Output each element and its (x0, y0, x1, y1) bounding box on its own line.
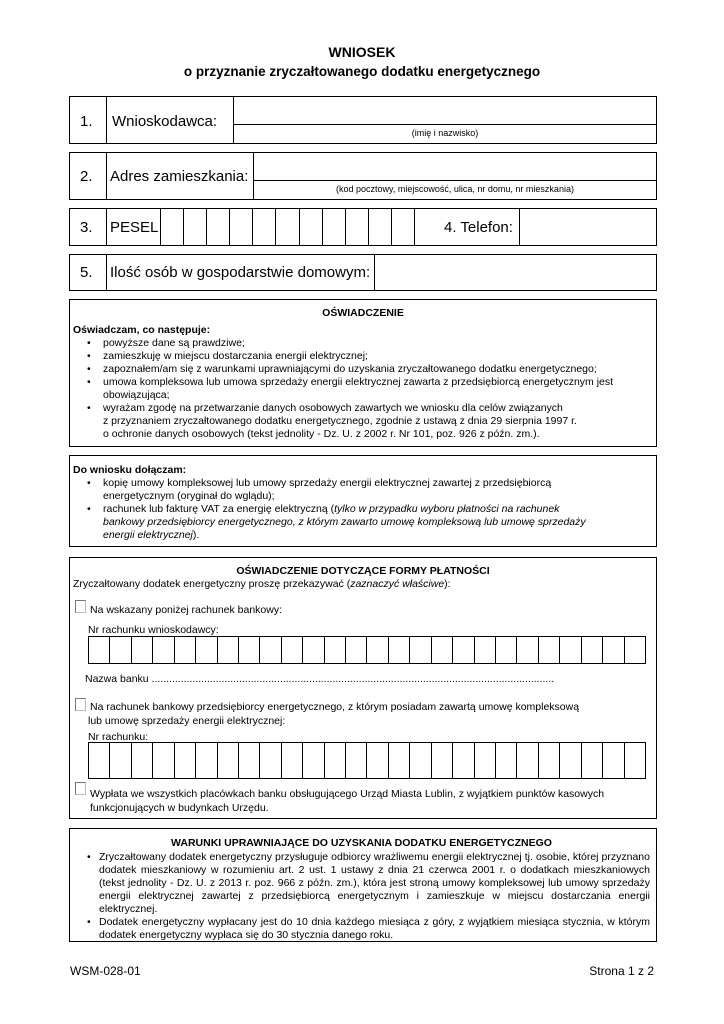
applicant-account-input[interactable] (88, 636, 646, 664)
conditions-title: WARUNKI UPRAWNIAJĄCE DO UZYSKANIA DODATKU ENERGETYCZNEGO (171, 837, 552, 849)
list-item: • rachunek lub fakturę VAT za energię elektryczną (tylko w przypadku wyboru płatności na rachunek bankowy przedsiębiorcy energetycznego, z którym zawarto umowę kompleksową lub umowę sprzedaży energii elektrycznej). (73, 503, 653, 542)
option-bank-account: Na wskazany poniżej rachunek bankowy: (90, 604, 283, 616)
cash-payout-checkbox[interactable] (75, 782, 86, 795)
list-item: • Zryczałtowany dodatek energetyczny przysługuje odbiorcy wrażliwemu energii elektrycznej tj. osobie, której przyznano dodatek mieszkaniowy w rozumieniu art. 2 ust. 1 ustawy z dnia 21 czerwca 2001 r. o dodatkach mieszkaniowych (tekst jednolity - Dz. U. z 2013 r. poz. 966 z późn. zm.), która jest stroną umowy kompleksowej lub umowy sprzedaży energii elektrycznej zawartej z przedsiębiorcą energetycznym i zamieszkuje w miejscu dostarczania energii elektrycznej. (73, 851, 650, 916)
address-label: Adres zamieszkania: (110, 168, 249, 185)
list-item: • umowa kompleksowa lub umowa sprzedaży energii elektrycznej zawarta z przedsiębiorcą energetycznym jest obowiązująca; (73, 376, 653, 402)
list-item: • powyższe dane są prawdziwe; (73, 337, 653, 350)
option-supplier-account: Na rachunek bankowy przedsiębiorcy energetycznego, z którym posiadam zawartą umowę kompleksową (90, 701, 580, 713)
address-row (69, 152, 657, 200)
page-number: Strona 1 z 2 (589, 964, 654, 978)
declaration-cont-2: o ochronie danych osobowych (tekst jednolity - Dz. U. z 2002 r. Nr 101, poz. 926 z późn. zm.). (103, 428, 540, 440)
address-hint: (kod pocztowy, miejscowość, ulica, nr domu, nr mieszkania) (336, 184, 574, 194)
declaration-list (73, 337, 653, 415)
row-number: 2. (80, 168, 93, 185)
declaration-intro: Oświadczam, co następuje: (73, 324, 211, 336)
declaration-title: OŚWIADCZENIE (322, 307, 404, 319)
pesel-input[interactable] (160, 208, 415, 246)
bank-account-checkbox[interactable] (75, 600, 86, 613)
list-item: • wyrażam zgodę na przetwarzanie danych osobowych zawartych we wniosku dla celów związanych (73, 402, 653, 415)
pesel-label: PESEL (110, 219, 159, 236)
list-item: • kopię umowy kompleksowej lub umowy sprzedaży energii elektrycznej zawartej z przedsiębiorcą energetycznym (oryginał do wglądu); (73, 477, 593, 503)
household-label: Ilość osób w gospodarstwie domowym: (110, 264, 371, 281)
applicant-hint: (imię i nazwisko) (411, 128, 479, 138)
form-code: WSM-028-01 (70, 964, 141, 978)
conditions-section (69, 828, 657, 942)
list-item: • zapoznałem/am się z warunkami uprawniającymi do uzyskania zryczałtowanego dodatku energetycznego; (73, 363, 653, 376)
option-cash-payout-cont: funkcjonujących w budynkach Urzędu. (90, 802, 269, 814)
attachments-section (69, 455, 657, 547)
list-item: • Dodatek energetyczny wypłacany jest do 10 dnia każdego miesiąca z góry, z wyjątkiem miesiąca stycznia, w którym dodatek energetyczny wypłaca się do 30 stycznia danego roku. (73, 916, 650, 942)
row-number: 1. (80, 113, 93, 130)
row-number: 3. (80, 219, 93, 236)
applicant-label: Wnioskodawca: (112, 113, 218, 130)
conditions-list (73, 851, 650, 942)
account-label: Nr rachunku wnioskodawcy: (88, 624, 219, 636)
bank-name-field[interactable]: Nazwa banku .......................................................................................................................................... (85, 673, 555, 685)
option-supplier-account-cont: lub umowę sprzedaży energii elektrycznej: (88, 715, 286, 727)
payment-title: OŚWIADCZENIE DOTYCZĄCE FORMY PŁATNOŚCI (236, 565, 490, 577)
phone-field[interactable] (520, 209, 656, 245)
supplier-account-checkbox[interactable] (75, 698, 86, 711)
pesel-row (69, 208, 657, 246)
address-field[interactable] (254, 153, 656, 181)
payment-intro: Zryczałtowany dodatek energetyczny proszę przekazywać (zaznaczyć właściwe): (73, 578, 451, 590)
form-subtitle: o przyznanie zryczałtowanego dodatku energetycznego (183, 64, 541, 79)
payment-section (69, 557, 657, 819)
list-item: • zamieszkuję w miejscu dostarczania energii elektrycznej; (73, 350, 653, 363)
option-cash-payout: Wypłata we wszystkich placówkach banku obsługującego Urząd Miasta Lublin, z wyjątkiem punktów kasowych (90, 788, 605, 800)
household-field[interactable] (375, 255, 656, 290)
account-label: Nr rachunku: (88, 731, 149, 743)
form-title: WNIOSEK (328, 44, 396, 60)
supplier-account-input[interactable] (88, 742, 646, 779)
household-row (69, 254, 657, 291)
attachments-list (73, 477, 653, 542)
declaration-cont-1: z przyznaniem zryczałtowanego dodatku energetycznego, zgodnie z ustawą z dnia 29 sierpnia 1997 r. (103, 415, 577, 427)
declaration-section (69, 299, 657, 447)
phone-label: 4. Telefon: (444, 219, 513, 236)
applicant-row (69, 96, 657, 144)
applicant-name-field[interactable] (234, 97, 656, 125)
row-number: 5. (80, 264, 93, 281)
attachments-title: Do wniosku dołączam: (73, 464, 187, 476)
